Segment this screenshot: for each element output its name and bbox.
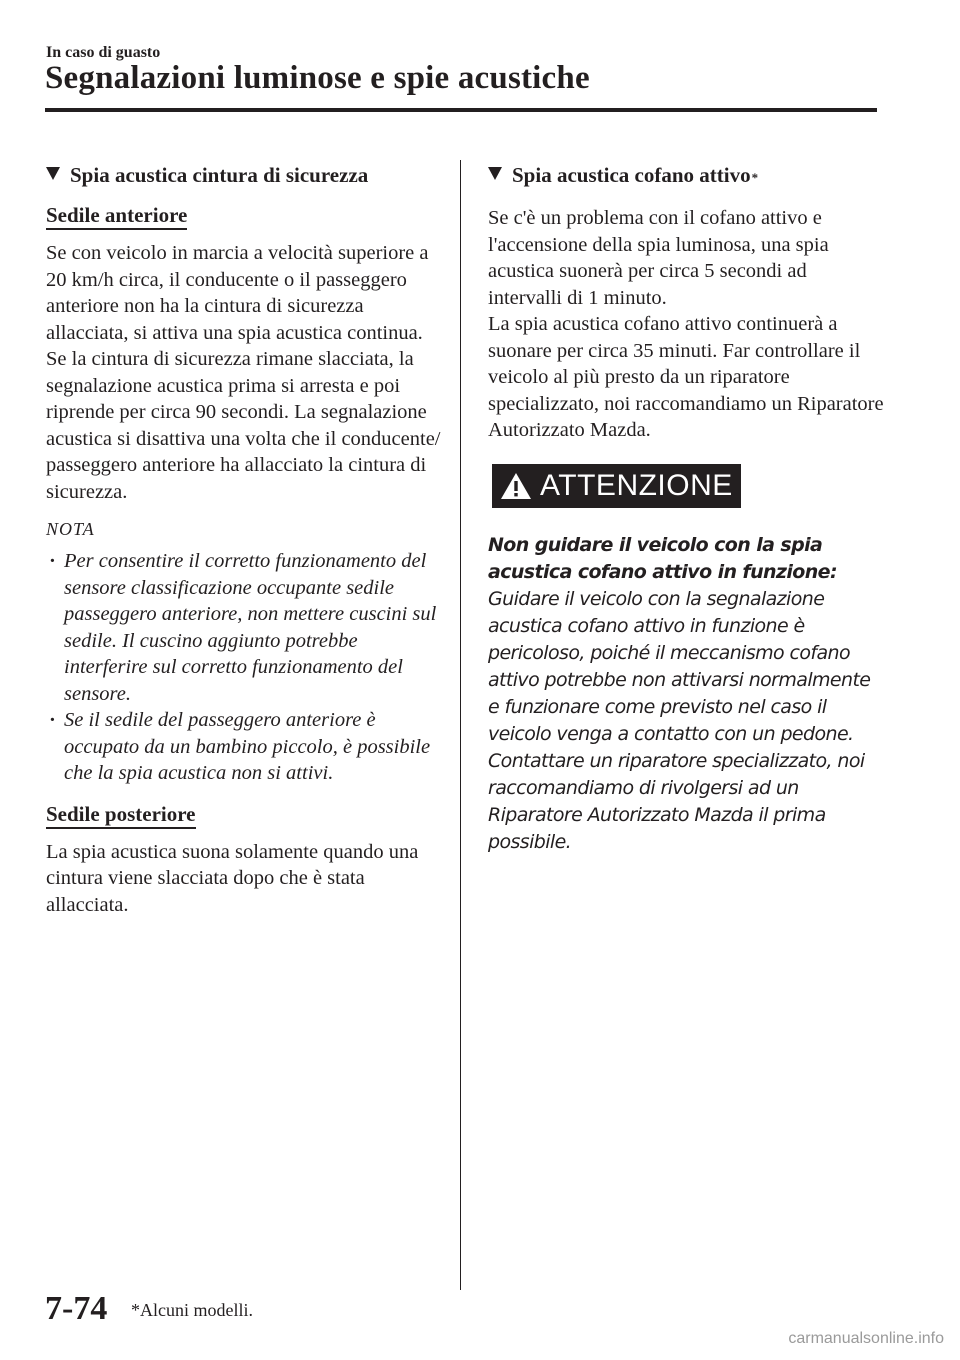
subheading-front-seat: Sedile anteriore (46, 202, 187, 230)
warning-label: ATTENZIONE (540, 468, 733, 502)
subheading-rear-seat: Sedile posteriore (46, 801, 196, 829)
footnote: *Alcuni modelli. (131, 1300, 253, 1320)
warning-body-text: Guidare il veicolo con la segnalazione acustica cofano attivo in funzione è pericoloso, poiché il meccanismo cofano attivo potrebbe non attivarsi normalmente e funzionare come previsto nel caso il veicolo venga a contatto con un pedone. Contattare un riparatore specializzato, noi raccomandiamo di rivolgersi ad un Riparatore Autorizzato Mazda il prima possibile. (488, 587, 871, 853)
bullet-icon: · (49, 550, 56, 572)
page-number: 7-74 (45, 1290, 108, 1327)
section-heading-text: Spia acustica cintura di sicurezza (70, 163, 369, 187)
warning-text (488, 532, 884, 856)
nota-item (46, 707, 442, 787)
section-heading-seatbelt (46, 160, 442, 190)
left-column (46, 160, 442, 918)
rear-seat-text: La spia acustica suona solamente quando una cintura viene slacciata dopo che è stata allacciata. (46, 840, 419, 916)
bullet-icon: · (49, 709, 56, 731)
section-heading-text: Spia acustica cofano attivo (512, 163, 751, 187)
front-seat-text: Se con veicolo in marcia a velocità superiore a 20 km/h circa, il conducente o il passeggero anteriore non ha la cintura di sicurezza allacciata, si attiva una spia acustica continua. Se la cintura di sicurezza rimane slacciata, la segnalazione acustica prima si arresta e poi riprende per circa 90 secondi. La segnalazione acustica si disattiva una volta che il conducente/ passeggero anteriore ha allacciato la cintura di sicurezza. (46, 242, 441, 503)
header-rule (45, 108, 877, 112)
active-bonnet-text-1: Se c'è un problema con il cofano attivo e l'accensione della spia luminosa, una spia acustica suonerà per circa 5 secondi ad intervalli di 1 minuto. (488, 207, 829, 309)
warning-bold-text: Non guidare il veicolo con la spia acustica cofano attivo in funzione: (488, 533, 837, 583)
nota-item-text: Per consentire il corretto funzionamento del sensore classificazione occupante sedile passeggero anteriore, non mettere cuscini sul sedile. Il cuscino aggiunto potrebbe interferire sul corretto funzionamento del sensore. (64, 550, 437, 705)
warning-badge (492, 464, 741, 508)
column-divider (460, 160, 461, 1290)
nota-item (46, 548, 442, 707)
right-column (488, 160, 884, 856)
triangle-down-icon (488, 167, 502, 180)
warning-triangle-icon (500, 471, 532, 501)
triangle-down-icon (46, 167, 60, 180)
chapter-label: In caso di guasto (46, 44, 161, 61)
nota-label: NOTA (46, 519, 95, 539)
active-bonnet-text-2: La spia acustica cofano attivo continuerà a suonare per circa 35 minuti. Far controllare il veicolo al più presto da un riparatore specializzato, noi raccomandiamo un Riparatore Autorizzato Mazda. (488, 313, 884, 441)
page-title: Segnalazioni luminose e spie acustiche (45, 60, 590, 96)
watermark: carmanualsonline.info (788, 1330, 944, 1347)
nota-item-text: Se il sedile del passeggero anteriore è occupato da un bambino piccolo, è possibile che la spia acustica non si attivi. (64, 709, 431, 784)
footnote-marker: * (751, 170, 759, 185)
nota-list (46, 548, 442, 787)
section-heading-active-bonnet (488, 160, 884, 193)
